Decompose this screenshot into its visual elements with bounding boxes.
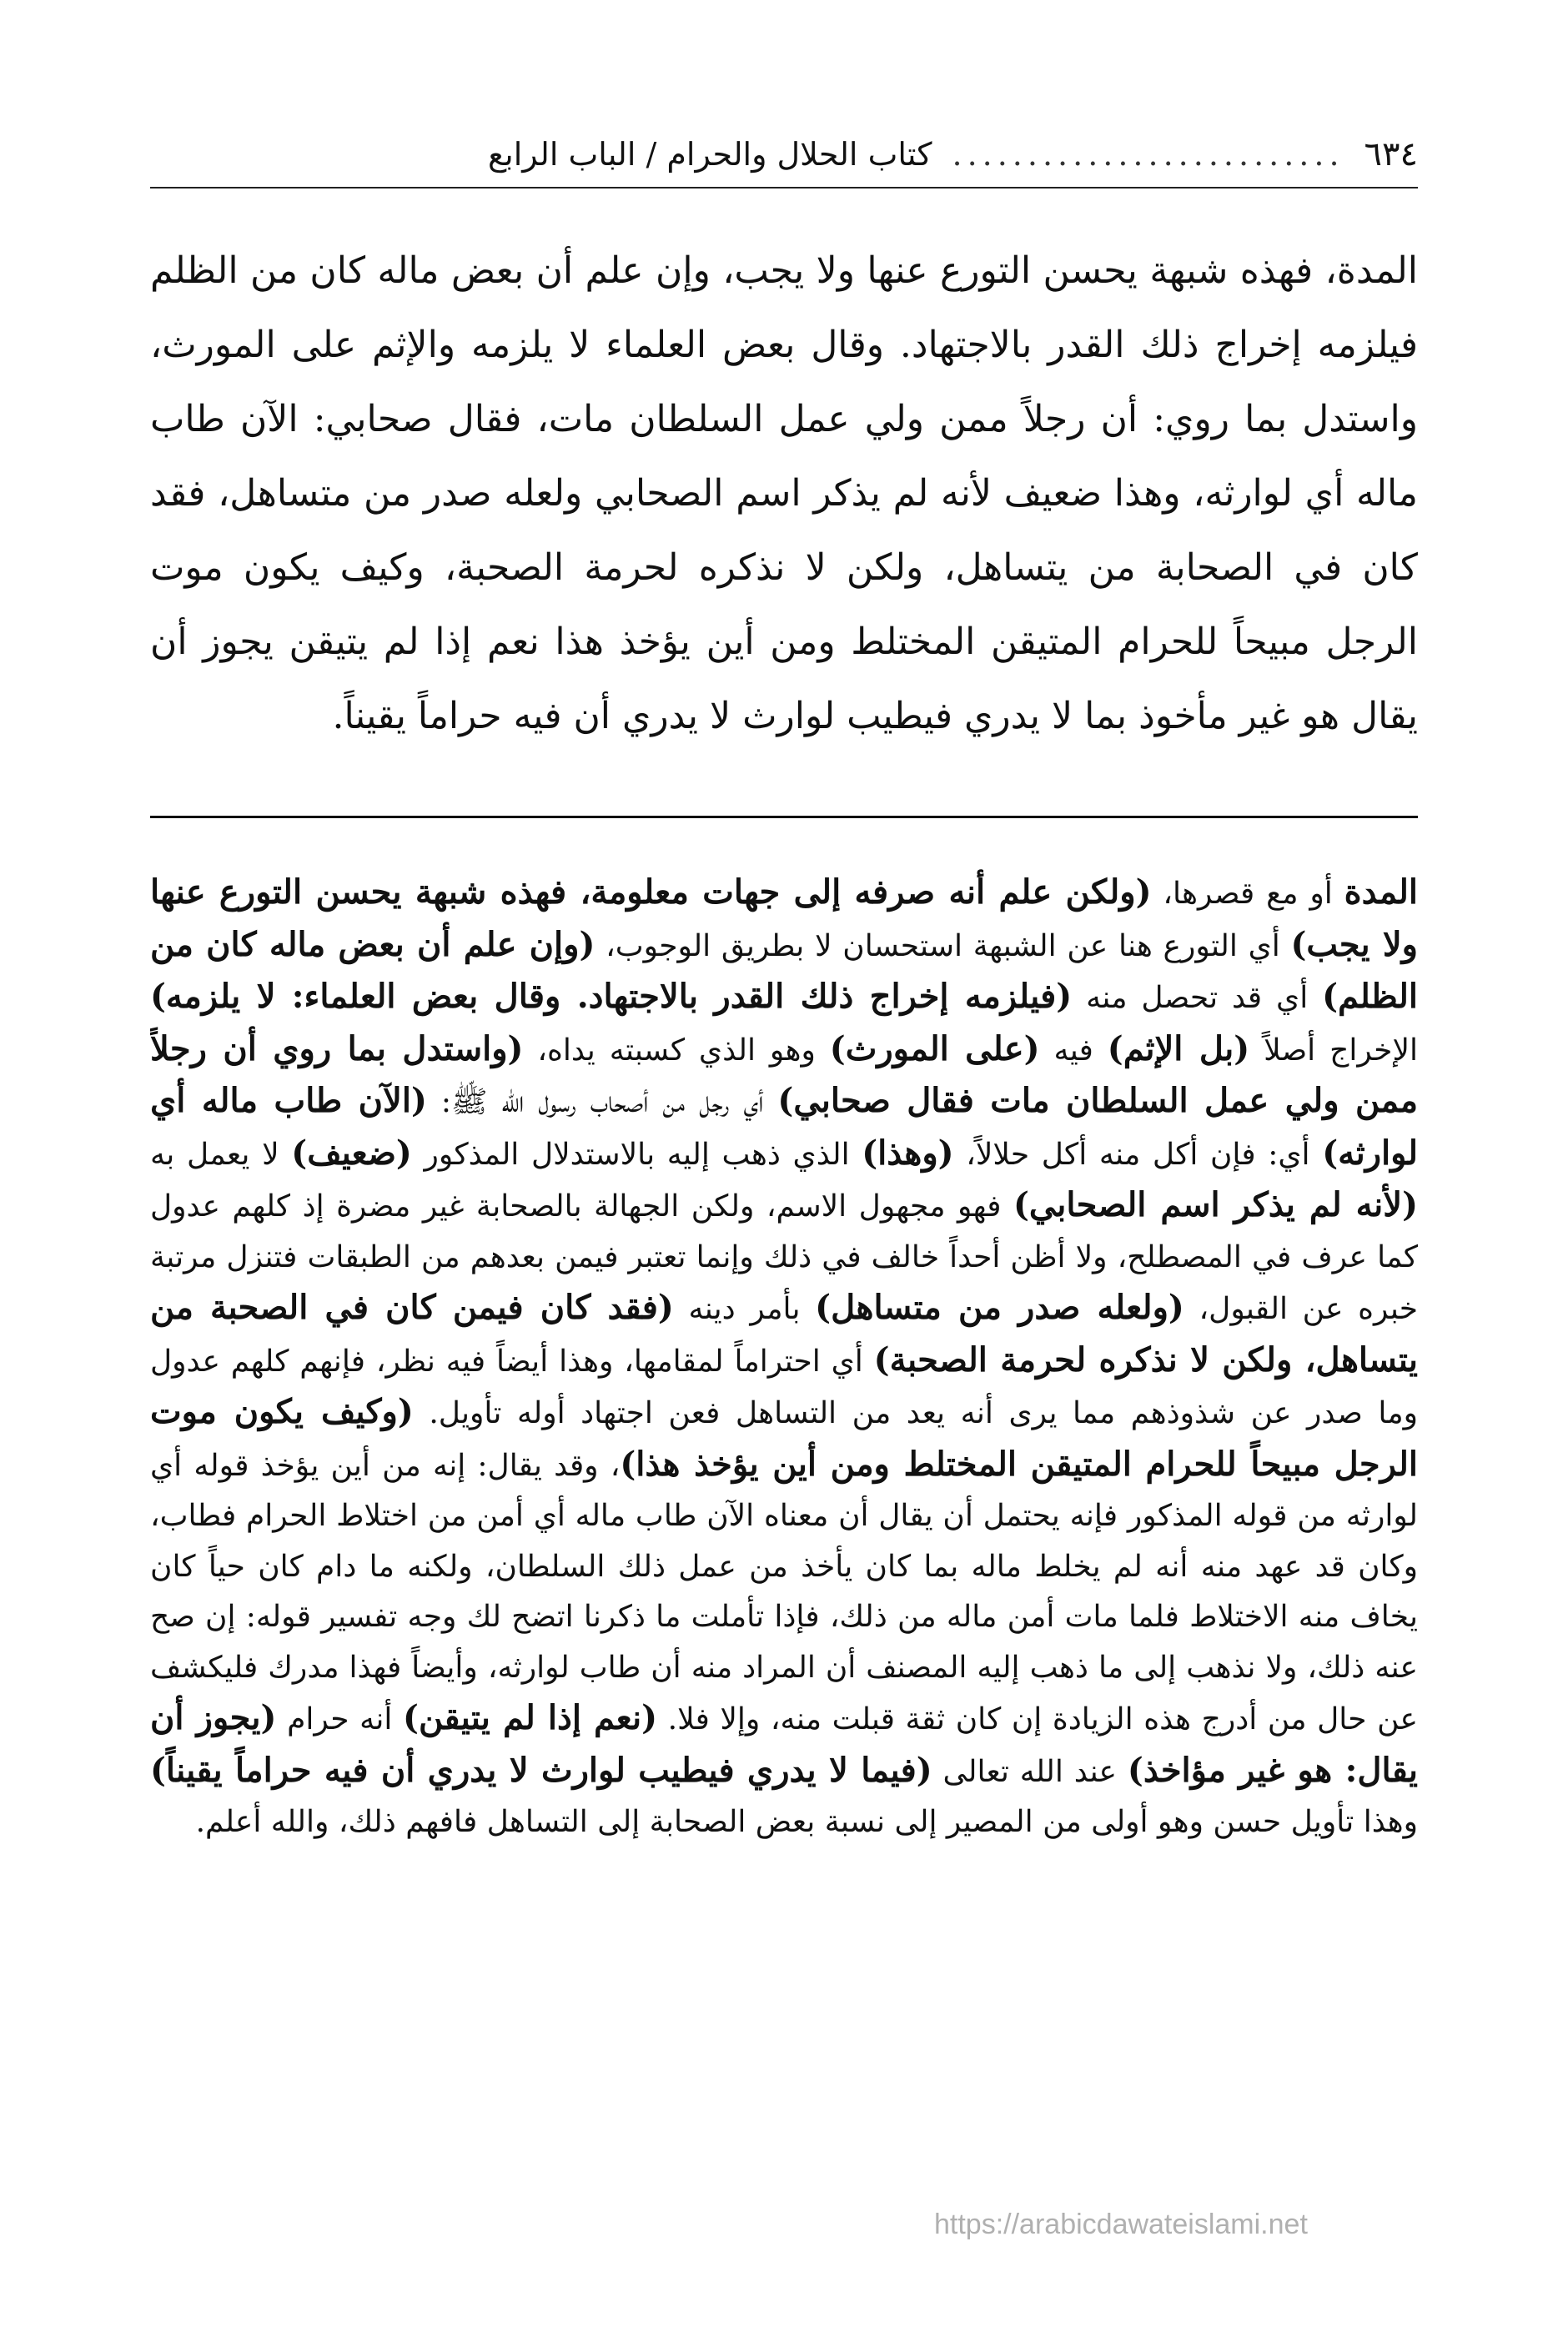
quoted-text: المدة bbox=[1344, 872, 1418, 912]
quoted-text: (فيلزمه إخراج ذلك القدر بالاجتهاد. وقال بعض العلماء: لا يلزمه) bbox=[150, 977, 1073, 1016]
quoted-text: (ضعيف) bbox=[291, 1133, 412, 1173]
quoted-text: (وهذا) bbox=[862, 1133, 954, 1173]
main-text: المدة، فهذه شبهة يحسن التورع عنها ولا يجب، وإن علم أن بعض ماله كان من الظلم فيلزمه إخراج ذلك القدر بالاجتهاد. وقال بعض العلماء لا يلزمه والإثم على المورث، واستدل بما روي: أن رجلاً ممن ولي عمل السلطان مات، فقال صحابي: الآن طاب ماله أي لوارثه، وهذا ضعيف لأنه لم يذكر اسم الصحابي ولعله صدر من متساهل، فقد كان في الصحابة من يتساهل، ولكن لا نذكره لحرمة الصحبة، وكيف يكون موت الرجل مبيحاً للحرام المتيقن المختلط ومن أين يؤخذ هذا نعم إذا لم يتيقن يجوز أن يقال هو غير مأخوذ بما لا يدري فيطيب لوارث لا يدري أن فيه حراماً يقيناً. bbox=[150, 249, 1418, 737]
commentary-segment: الإخراج أصلاً bbox=[1249, 1033, 1418, 1068]
quoted-text: (فقد كان فيمن كان في الصحبة من يتساهل، ولكن لا نذكره لحرمة الصحبة) bbox=[150, 1288, 1418, 1380]
commentary-segment: أي قد تحصل منه bbox=[1072, 981, 1323, 1015]
commentary-segment: لا يعمل به bbox=[150, 1137, 292, 1172]
commentary-segment: أو مع قصرها، bbox=[1151, 877, 1344, 911]
quoted-text: (واستدل بما روي أن رجلاً ممن ولي عمل السلطان مات فقال صحابي) bbox=[150, 1028, 1418, 1120]
quoted-text: (لأنه لم يذكر اسم الصحابي) bbox=[1013, 1185, 1418, 1224]
quoted-text: (الآن طاب ماله أي لوارثه) bbox=[150, 1081, 1418, 1173]
header-dots: .......................... bbox=[952, 136, 1344, 173]
quoted-text: (على المورث) bbox=[829, 1028, 1040, 1068]
commentary-text bbox=[150, 867, 1418, 2202]
commentary-segment: أي: فإن أكل منه أكل حلالاً، bbox=[953, 1137, 1323, 1172]
watermark: https://arabicdawateislami.net bbox=[934, 2209, 1308, 2240]
separator-rule bbox=[150, 816, 1418, 818]
quoted-text: (نعم إذا لم يتيقن) bbox=[403, 1698, 658, 1737]
quoted-text: (يجوز أن يقال: هو غير مؤاخذ) bbox=[150, 1698, 1418, 1790]
page-number: ٦٣٤ bbox=[1364, 135, 1418, 173]
commentary-segment: وهو الذي كسبته يداه، bbox=[523, 1033, 830, 1068]
quoted-text: (بل الإثم) bbox=[1107, 1028, 1250, 1068]
commentary-segment: فهو مجهول الاسم، ولكن الجهالة بالصحابة غير مضرة إذ كلهم عدول كما عرف في المصطلح، ولا أظن أحداً خالف في ذلك وإنما تعتبر فيمن بعدهم من الطبقات فتنزل مرتبة خبره عن القبول، bbox=[150, 1189, 1418, 1326]
commentary-segment: عند الله تعالى bbox=[932, 1754, 1128, 1789]
commentary-segment: أي احتراماً لمقامها، وهذا أيضاً فيه نظر، فإنهم كلهم عدول وما صدر عن شذوذهم مما يرى أنه يعد من التساهل فعن اجتهاد أوله تأويل. bbox=[150, 1344, 1418, 1430]
quoted-text: (وكيف يكون موت الرجل مبيحاً للحرام المتيقن المختلط ومن أين يؤخذ هذا) bbox=[150, 1392, 1418, 1484]
quoted-text: (فيما لا يدري فيطيب لوارث لا يدري أن فيه حراماً يقيناً) bbox=[150, 1750, 932, 1790]
running-title: كتاب الحلال والحرام / الباب الرابع bbox=[487, 136, 932, 173]
commentary-segment: الذي ذهب إليه بالاستدلال المذكور bbox=[411, 1137, 862, 1172]
commentary-segment: بأمر دينه bbox=[673, 1292, 816, 1326]
commentary-segment: فيه bbox=[1039, 1033, 1108, 1068]
running-header bbox=[150, 125, 1418, 183]
quoted-text: (ولعله صدر من متساهل) bbox=[815, 1288, 1184, 1327]
quoted-text: (وإن علم أن بعض ماله كان من الظلم) bbox=[150, 924, 1418, 1016]
commentary-segment: ، وقد يقال: إنه من أين يؤخذ قوله أي لوارثه من قوله المذكور فإنه يحتمل أن يقال أن معناه الآن طاب ماله أي أمن من اختلاط الحرام فطاب، وكان قد عهد منه أنه لم يخلط ماله بما كان يأخذ من عمل ذلك السلطان، ولكنه ما دام كان حياً كان يخاف منه الاختلاط فلما مات أمن ماله من ذلك، فإذا تأملت ما ذكرنا اتضح لك وجه تفسير قوله: إن صح عنه ذلك، ولا نذهب إلى ما ذهب إليه المصنف أن المراد منه أن طاب لوارثه، وأيضاً فهذا مدرك فليكشف عن حال من أدرج هذه الزيادة إن كان ثقة قبلت منه، وإلا فلا. bbox=[150, 1448, 1418, 1736]
commentary-segment: وهذا تأويل حسن وهو أولى من المصير إلى نسبة بعض الصحابة إلى التساهل فافهم ذلك، والله أعلم. bbox=[195, 1805, 1418, 1839]
commentary-segment: أي التورع هنا عن الشبهة استحسان لا بطريق الوجوب، bbox=[595, 928, 1291, 963]
commentary-segment: أنه حرام bbox=[276, 1702, 404, 1736]
commentary-segment: أي رجل من أصحاب رسول الله ﷺ: bbox=[426, 1085, 778, 1119]
header-rule bbox=[150, 187, 1418, 188]
quoted-text: (ولكن علم أنه صرفه إلى جهات معلومة، فهذه شبهة يحسن التورع عنها ولا يجب) bbox=[150, 872, 1418, 964]
